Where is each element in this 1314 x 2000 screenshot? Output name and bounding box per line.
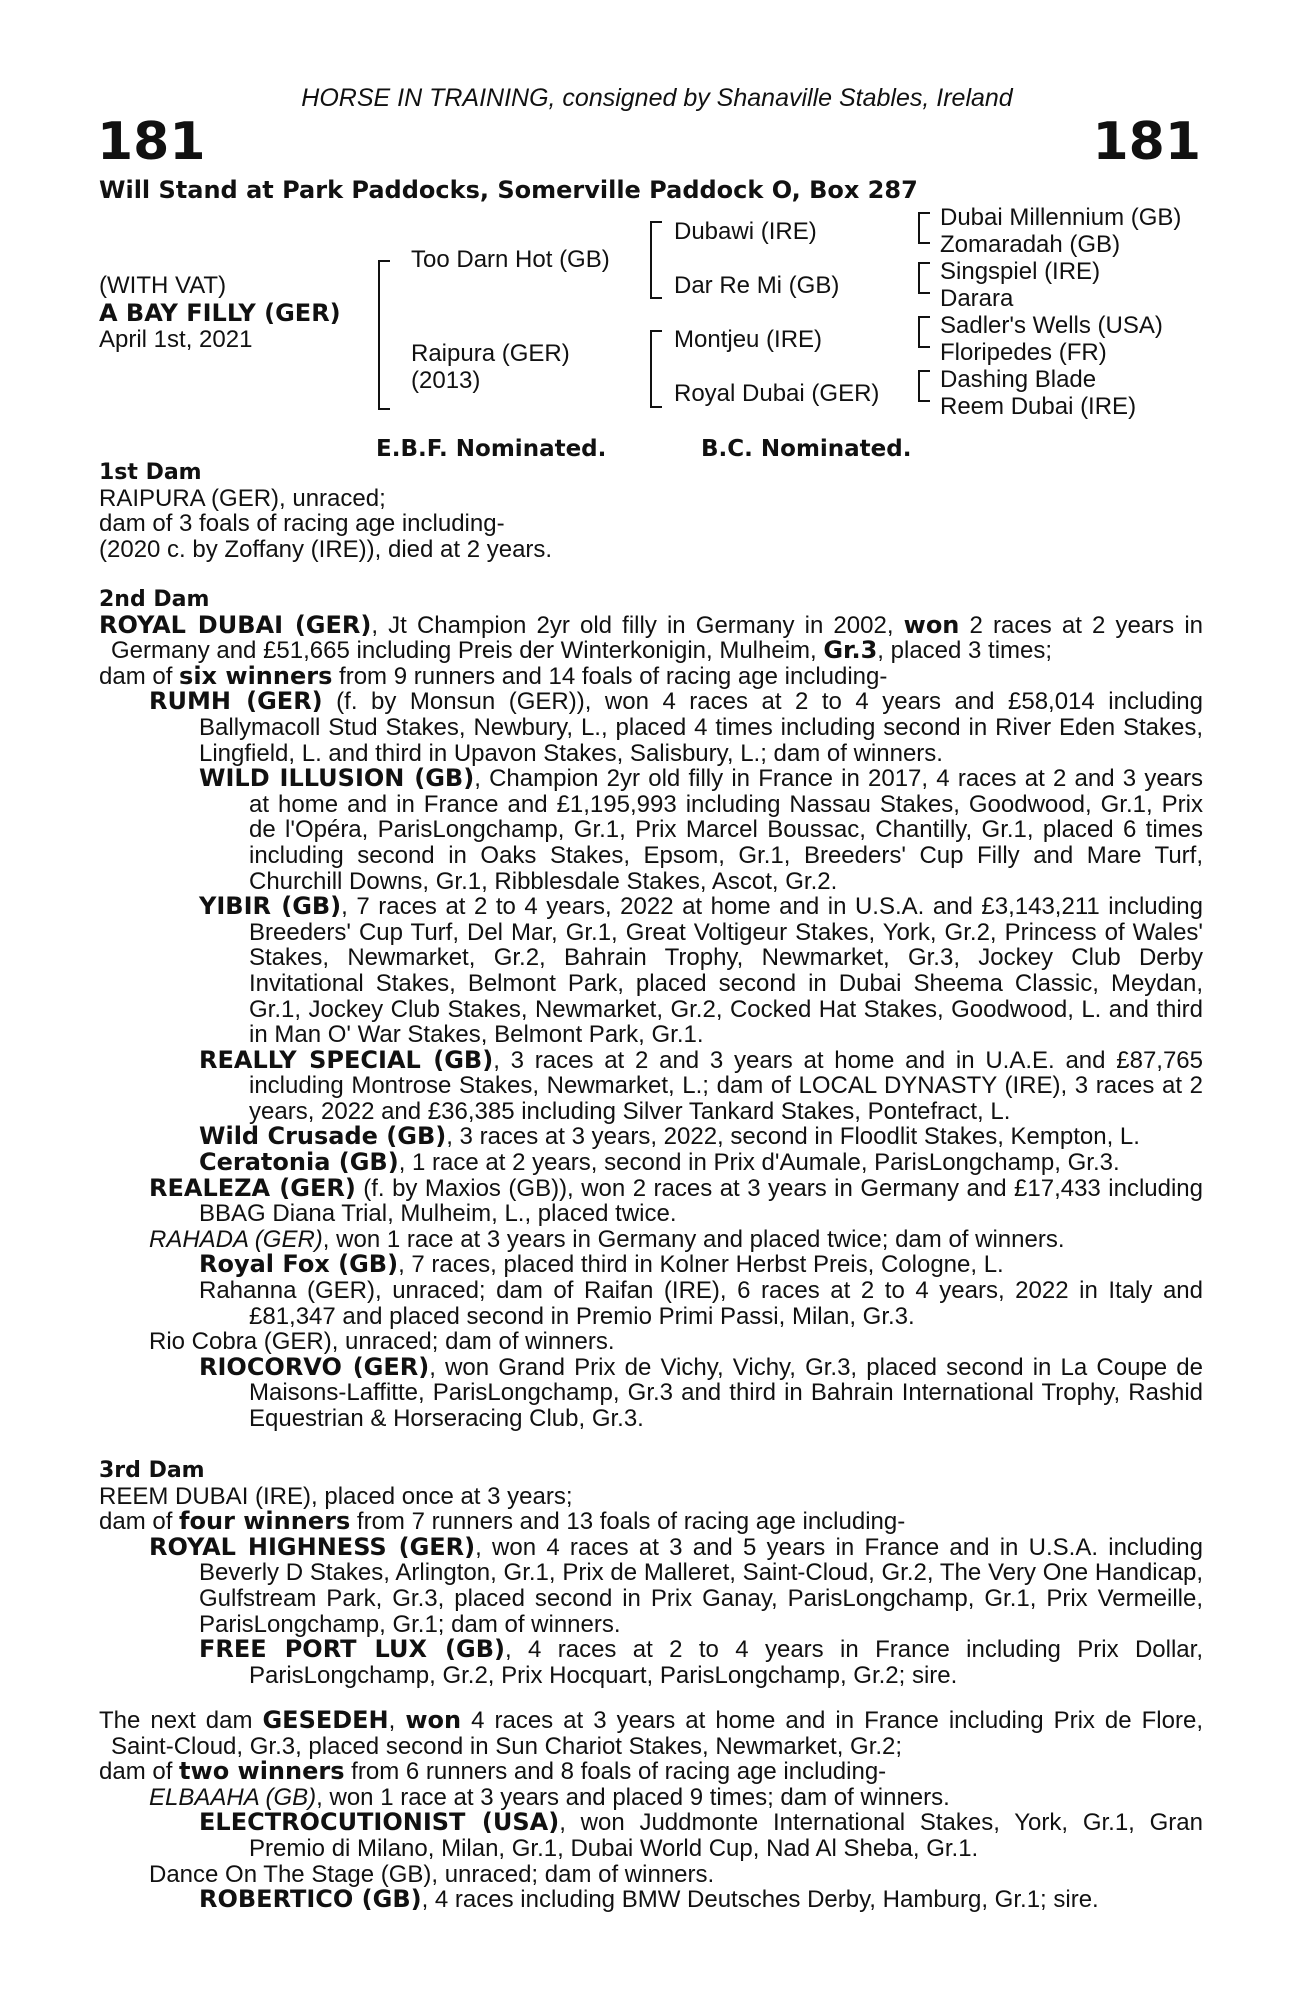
pedigree-brace: [650, 221, 662, 299]
grandparent-5: Sadler's Wells (USA): [940, 312, 1163, 339]
grandparent-3: Singspiel (IRE): [940, 258, 1101, 285]
progeny-realeza: REALEZA (GER) (f. by Maxios (GB)), won 2 races at 3 years in Germany and £17,433 including BBAG Diana Trial, Mulheim, L., placed twice.: [149, 1173, 1203, 1228]
next-dam-produce: dam of two winners from 6 runners and 8 foals of racing age including-: [99, 1757, 887, 1786]
next-dam-record: The next dam GESEDEH, won 4 races at 3 years at home and in France including Prix de Flore, Saint-Cloud, Gr.3, placed second in Sun Chariot Stakes, Newmarket, Gr.2;: [99, 1706, 1203, 1760]
second-dam-record: ROYAL DUBAI (GER), Jt Champion 2yr old filly in Germany in 2002, won 2 races at 2 years in Germany and £51,665 including Preis der Winterkonigin, Mulheim, Gr.3, placed 3 times;: [99, 610, 1203, 665]
progeny-wild-illusion: WILD ILLUSION (GB), Champion 2yr old filly in France in 2017, 4 races at 2 and 3 years at home and in France and £1,195,993 including Nassau Stakes, Goodwood, Gr.1, Prix de l'Opéra, ParisLongchamp, Gr.1, Prix Marcel Boussac, Chantilly, Gr.1, placed 6 times including second in Oaks Stakes, Epsom, Gr.1, Breeders' Cup Filly and Mare Turf, Churchill Downs, Gr.1, Ribblesdale Stakes, Ascot, Gr.2.: [199, 764, 1204, 895]
grandparent-8: Reem Dubai (IRE): [940, 393, 1137, 420]
pedigree-brace: [650, 330, 662, 408]
pedigree-brace: [918, 262, 930, 294]
progeny-really-special: REALLY SPECIAL (GB), 3 races at 2 and 3 years at home and in U.A.E. and £87,765 including Montrose Stakes, Newmarket, L.; dam of LOCAL DYNASTY (IRE), 3 races at 2 years, 2022 and £36,385 including Silver Tankard Stakes, Pontefract, L.: [199, 1045, 1204, 1125]
lot-number-left: 181: [97, 112, 206, 172]
third-dam-produce: dam of four winners from 7 runners and 13 foals of racing age including-: [99, 1507, 906, 1536]
third-dam-heading: 3rd Dam: [99, 1458, 205, 1483]
foaling-date: April 1st, 2021: [99, 326, 253, 353]
pedigree-brace: [918, 370, 930, 402]
sire-dam: Dar Re Mi (GB): [674, 272, 840, 299]
second-dam-heading: 2nd Dam: [99, 587, 210, 612]
ebf-nomination: E.B.F. Nominated.: [376, 436, 607, 462]
progeny-dance-on-the-stage: Dance On The Stage (GB), unraced; dam of winners.: [149, 1860, 715, 1888]
progeny-ceratonia: Ceratonia (GB), 1 race at 2 years, second in Prix d'Aumale, ParisLongchamp, Gr.3.: [199, 1148, 1120, 1177]
first-dam-section: [99, 460, 1203, 562]
grandparent-1: Dubai Millennium (GB): [940, 204, 1182, 231]
grandparent-2: Zomaradah (GB): [940, 231, 1121, 258]
first-dam-line: dam of 3 foals of racing age including-: [99, 510, 505, 538]
first-dam-line: RAIPURA (GER), unraced;: [99, 484, 386, 512]
pedigree-brace: [378, 260, 390, 410]
progeny-yibir: YIBIR (GB), 7 races at 2 to 4 years, 2022 at home and in U.S.A. and £3,143,211 including Breeders' Cup Turf, Del Mar, Gr.1, Great Voltigeur Stakes, York, Gr.2, Princess of Wales' Stakes, Newmarket, Gr.2, Bahrain Trophy, Newmarket, Gr.3, Jockey Club Derby Invitational Stakes, Belmont Park, placed second in Dubai Sheema Classic, Meydan, Gr.1, Jockey Club Stakes, Newmarket, Gr.2, Cocked Hat Stakes, Goodwood, L. and third in Man O' War Stakes, Belmont Park, Gr.1.: [199, 892, 1203, 1049]
grandparent-7: Dashing Blade: [940, 366, 1097, 393]
stand-location: Will Stand at Park Paddocks, Somerville Paddock O, Box 287: [99, 176, 918, 204]
progeny-robertico: ROBERTICO (GB), 4 races including BMW Deutsches Derby, Hamburg, Gr.1; sire.: [199, 1885, 1099, 1914]
grandparent-4: Darara: [940, 285, 1014, 312]
third-dam-record: REEM DUBAI (IRE), placed once at 3 years;: [99, 1482, 573, 1510]
dam: Raipura (GER): [411, 340, 570, 367]
vat-note: (WITH VAT): [99, 272, 227, 299]
dam-sire: Montjeu (IRE): [674, 326, 823, 353]
progeny-royal-fox: Royal Fox (GB), 7 races, placed third in Kolner Herbst Preis, Cologne, L.: [199, 1250, 1004, 1279]
progeny-rahada: RAHADA (GER), won 1 race at 3 years in Germany and placed twice; dam of winners.: [149, 1225, 1065, 1253]
horse-name: A BAY FILLY (GER): [99, 299, 341, 327]
bc-nomination: B.C. Nominated.: [701, 436, 912, 462]
progeny-wild-crusade: Wild Crusade (GB), 3 races at 3 years, 2022, second in Floodlit Stakes, Kempton, L.: [199, 1122, 1140, 1151]
pedigree-brace: [918, 316, 930, 348]
progeny-rahanna: Rahanna (GER), unraced; dam of Raifan (IRE), 6 races at 2 to 4 years, 2022 in Italy and £81,347 and placed second in Premio Primi Passi, Milan, Gr.3.: [199, 1277, 1203, 1330]
progeny-electrocutionist: ELECTROCUTIONIST (USA), won Juddmonte International Stakes, York, Gr.1, Gran Premio di Milano, Milan, Gr.1, Dubai World Cup, Nad Al Sheba, Gr.1.: [199, 1808, 1203, 1862]
pedigree-brace: [918, 212, 930, 244]
progeny-royal-highness: ROYAL HIGHNESS (GER), won 4 races at 3 and 5 years in France and in U.S.A. including Beverly D Stakes, Arlington, Gr.1, Prix de Malleret, Saint-Cloud, Gr.2, The Very One Handicap, Gulfstream Park, Gr.3, placed second in Prix Ganay, ParisLongchamp, Gr.1, Prix Vermeille, ParisLongchamp, Gr.1; dam of winners.: [149, 1532, 1203, 1638]
dam-dam: Royal Dubai (GER): [674, 380, 880, 407]
third-dam-section: [99, 1458, 1203, 1688]
progeny-riocorvo: RIOCORVO (GER), won Grand Prix de Vichy, Vichy, Gr.3, placed second in La Coupe de Maisons-Laffitte, ParisLongchamp, Gr.3 and third in Bahrain International Trophy, Rashid Equestrian & Horseracing Club, Gr.3.: [199, 1352, 1203, 1432]
progeny-elbaaha: ELBAAHA (GB), won 1 race at 3 years and placed 9 times; dam of winners.: [149, 1783, 950, 1811]
dam-year: (2013): [411, 367, 481, 394]
progeny-free-port-lux: FREE PORT LUX (GB), 4 races at 2 to 4 years in France including Prix Dollar, ParisLongchamp, Gr.2, Prix Hocquart, ParisLongchamp, Gr.2; sire.: [199, 1635, 1203, 1689]
consignor-header: HORSE IN TRAINING, consigned by Shanaville Stables, Ireland: [301, 84, 1013, 112]
second-dam-section: [99, 587, 1203, 1432]
progeny-rumh: RUMH (GER) (f. by Monsun (GER)), won 4 races at 2 to 4 years and £58,014 including Ballymacoll Stud Stakes, Newbury, L., placed 4 times including second in River Eden Stakes, Lingfield, L. and third in Upavon Stakes, Salisbury, L.; dam of winners.: [149, 687, 1203, 767]
sire: Too Darn Hot (GB): [411, 246, 610, 273]
grandparent-6: Floripedes (FR): [940, 339, 1107, 366]
first-dam-line: (2020 c. by Zoffany (IRE)), died at 2 years.: [99, 535, 553, 563]
lot-number-right: 181: [1092, 112, 1201, 172]
first-dam-heading: 1st Dam: [99, 460, 202, 485]
progeny-rio-cobra: Rio Cobra (GER), unraced; dam of winners.: [149, 1328, 615, 1356]
second-dam-produce: dam of six winners from 9 runners and 14 foals of racing age including-: [99, 661, 888, 690]
sire-sire: Dubawi (IRE): [674, 218, 817, 245]
next-dam-section: [99, 1708, 1203, 1913]
